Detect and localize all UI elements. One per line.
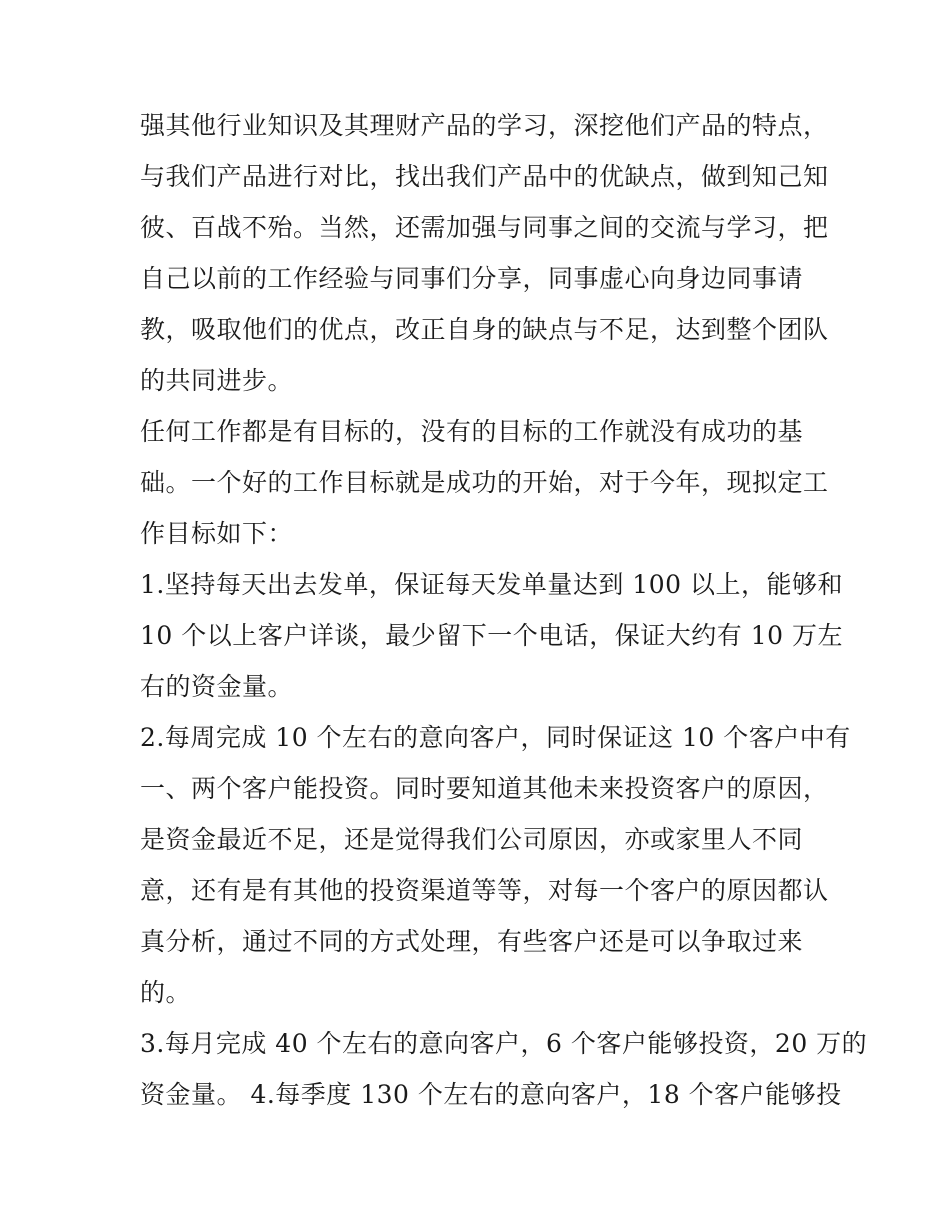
text-line: 真分析，通过不同的方式处理，有些客户还是可以争取过来 [140,927,804,956]
text-line: 3.每月完成 40 个左右的意向客户，6 个客户能够投资，20 万的 [140,1029,868,1058]
text-line: 任何工作都是有目标的，没有的目标的工作就没有成功的基 [140,417,804,446]
text-line: 础。一个好的工作目标就是成功的开始，对于今年，现拟定工 [140,468,829,497]
text-line: 意，还有是有其他的投资渠道等等，对每一个客户的原因都认 [140,876,829,905]
text-line: 教，吸取他们的优点，改正自身的缺点与不足，达到整个团队 [140,315,829,344]
text-line: 自己以前的工作经验与同事们分享，同事虚心向身边同事请 [140,264,804,293]
text-line: 2.每周完成 10 个左右的意向客户，同时保证这 10 个客户中有 [140,723,851,752]
text-line: 彼、百战不殆。当然，还需加强与同事之间的交流与学习，把 [140,213,829,242]
text-line: 强其他行业知识及其理财产品的学习，深挖他们产品的特点， [140,111,829,140]
text-line: 资金量。 4.每季度 130 个左右的意向客户，18 个客户能够投 [140,1080,842,1109]
text-line: 的共同进步。 [140,366,294,395]
text-line: 10 个以上客户详谈，最少留下一个电话，保证大约有 10 万左 [140,621,843,650]
text-line: 1.坚持每天出去发单，保证每天发单量达到 100 以上，能够和 [140,570,843,599]
text-line: 的。 [140,978,192,1007]
text-line: 一、两个客户能投资。同时要知道其他未来投资客户的原因， [140,774,829,803]
body-text [140,100,868,1120]
text-line: 作目标如下： [140,519,294,548]
text-line: 是资金最近不足，还是觉得我们公司原因，亦或家里人不同 [140,825,804,854]
text-line: 与我们产品进行对比，找出我们产品中的优缺点，做到知己知 [140,162,829,191]
text-line: 右的资金量。 [140,672,294,701]
